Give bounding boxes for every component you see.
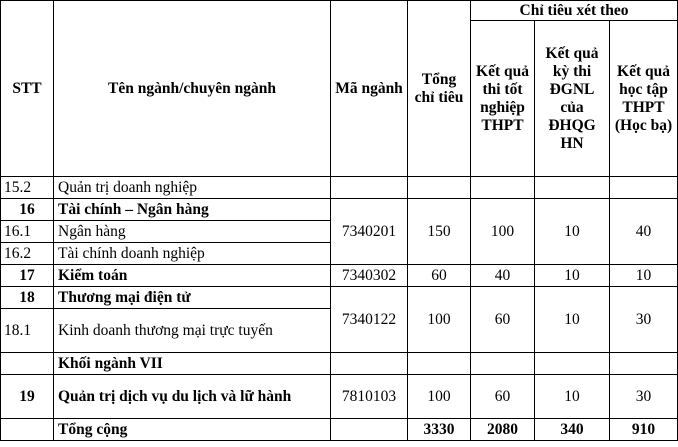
group-name-cell: Khối ngành VII (54, 353, 331, 375)
code-cell: 7340201 (331, 199, 408, 265)
group-row (1, 353, 678, 375)
total-cell: 150 (408, 199, 471, 265)
table-row (1, 199, 678, 221)
dgnl-cell: 340 (535, 419, 610, 441)
table-row (1, 375, 678, 419)
thpt-cell: 2080 (471, 419, 535, 441)
dgnl-cell: 10 (535, 375, 610, 419)
header-row-1 (1, 1, 678, 21)
hocba-cell: 40 (610, 199, 678, 265)
code-cell: 7810103 (331, 375, 408, 419)
stt-cell: 17 (1, 265, 54, 287)
total-cell: 100 (408, 375, 471, 419)
major-name-cell: Kinh doanh thương mại trực tuyến (54, 309, 331, 353)
thpt-cell: 40 (471, 265, 535, 287)
major-name-cell: Tài chính – Ngân hàng (54, 199, 331, 221)
header-code: Mã ngành (331, 1, 408, 177)
header-dgnl: Kết quả kỳ thi ĐGNL của ĐHQG HN (535, 21, 610, 177)
header-thpt-exam: Kết quả thi tốt nghiệp THPT (471, 21, 535, 177)
total-label-cell: Tổng cộng (54, 419, 331, 441)
total-row (1, 419, 678, 441)
hocba-cell: 30 (610, 287, 678, 353)
header-total: Tổng chỉ tiêu (408, 1, 471, 177)
dgnl-cell: 10 (535, 287, 610, 353)
code-cell: 7340302 (331, 265, 408, 287)
stt-cell: 16 (1, 199, 54, 221)
total-cell: 100 (408, 287, 471, 353)
total-cell: 60 (408, 265, 471, 287)
table-row (1, 177, 678, 199)
hocba-cell: 910 (610, 419, 678, 441)
stt-cell: 18 (1, 287, 54, 309)
stt-cell: 18.1 (1, 309, 54, 353)
stt-cell: 15.2 (1, 177, 54, 199)
major-name-cell: Quản trị dịch vụ du lịch và lữ hành (54, 375, 331, 419)
header-stt: STT (1, 1, 54, 177)
thpt-cell: 60 (471, 287, 535, 353)
major-name-cell: Ngân hàng (54, 221, 331, 243)
stt-cell: 19 (1, 375, 54, 419)
hocba-cell: 30 (610, 375, 678, 419)
thpt-cell: 100 (471, 199, 535, 265)
hocba-cell: 10 (610, 265, 678, 287)
table-row (1, 265, 678, 287)
major-name-cell: Kiểm toán (54, 265, 331, 287)
thpt-cell: 60 (471, 375, 535, 419)
total-cell: 3330 (408, 419, 471, 441)
header-quota-by: Chỉ tiêu xét theo (471, 1, 678, 21)
dgnl-cell: 10 (535, 199, 610, 265)
header-major-name: Tên ngành/chuyên ngành (54, 1, 331, 177)
major-name-cell: Thương mại điện tử (54, 287, 331, 309)
header-transcript: Kết quả học tập THPT (Học bạ) (610, 21, 678, 177)
table-row (1, 287, 678, 309)
major-name-cell: Quản trị doanh nghiệp (54, 177, 331, 199)
stt-cell: 16.2 (1, 243, 54, 265)
code-cell: 7340122 (331, 287, 408, 353)
stt-cell: 16.1 (1, 221, 54, 243)
dgnl-cell: 10 (535, 265, 610, 287)
major-name-cell: Tài chính doanh nghiệp (54, 243, 331, 265)
